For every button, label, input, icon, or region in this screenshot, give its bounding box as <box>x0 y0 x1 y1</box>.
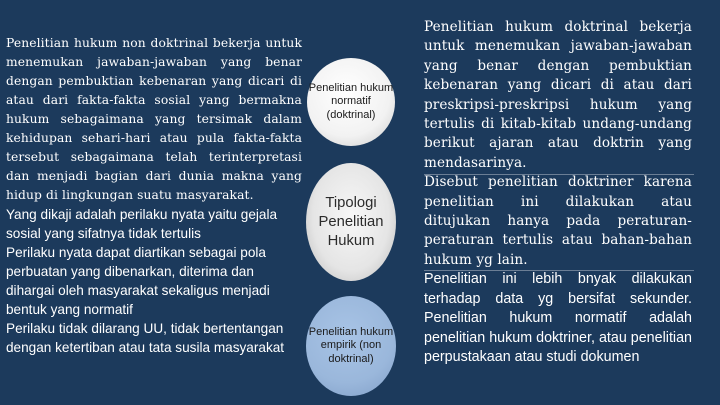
secondary-data-paragraph: Penelitian ini lebih bnyak dilakukan terhadap data yg bersifat sekunder. Penelitian hukum normatif adalah penelitian hukum doktriner, atau penelitian perpustakaan atau studi dokumen <box>424 271 692 365</box>
doctrinal-reason-paragraph: Disebut penelitian doktriner karena penelitian ini dilakukan atau ditujukan hanya pada peraturan-peraturan tertulis atau bahan-bahan hukum yg lain. <box>424 174 692 268</box>
normative-research-label: Penelitian hukum normatif (doktrinal) <box>308 81 394 121</box>
doctrinal-paragraph: Penelitian hukum doktrinal bekerja untuk menemukan jawaban-jawaban yang benar dengan pembuktian kebenaran yang dicari di atau dari preskripsi-preskripsi hukum yang tertulis di kitab-kitab undang-undang berikut ajaran atau doktrin yang mendasarinya. <box>424 19 692 171</box>
typology-circle <box>306 163 396 281</box>
studied-behavior-text: Yang dikaji adalah perilaku nyata yaitu gejala sosial yang sifatnya tidak tertulis <box>6 207 278 241</box>
empirical-research-label: Penelitian hukum empirik (non doktrinal) <box>308 325 394 365</box>
real-behavior-text: Perilaku nyata dapat diartikan sebagai pola perbuatan yang dibenarkan, diterima dan dihargai oleh masyarakat sekaligus menjadi bentuk yang normatif <box>6 245 270 317</box>
not-prohibited-text: Perilaku tidak dilarang UU, tidak bertentangan dengan ketertiban atau tata susila masyarakat <box>6 321 285 355</box>
right-column <box>424 18 692 367</box>
normative-research-circle <box>307 58 395 146</box>
right-divider-1 <box>424 174 694 175</box>
right-divider-2 <box>424 270 694 271</box>
typology-label: Tipologi Penelitian Hukum <box>318 194 384 249</box>
left-column <box>6 34 302 357</box>
nondoctrinal-paragraph: Penelitian hukum non doktrinal bekerja untuk menemukan jawaban-jawaban yang benar dengan pembuktian kebenaran yang dicari di atau dari fakta-fakta sosial yang bermakna hukum sebagaimana yang tersimak dalam kehidupan sehari-hari atau pula fakta-fakta tersebut sebagaimana telah terinterpretasi dan menjadi bagian dari dunia makna yang hidup di lingkungan suatu masyarakat. <box>6 36 302 202</box>
empirical-research-circle <box>306 296 396 396</box>
